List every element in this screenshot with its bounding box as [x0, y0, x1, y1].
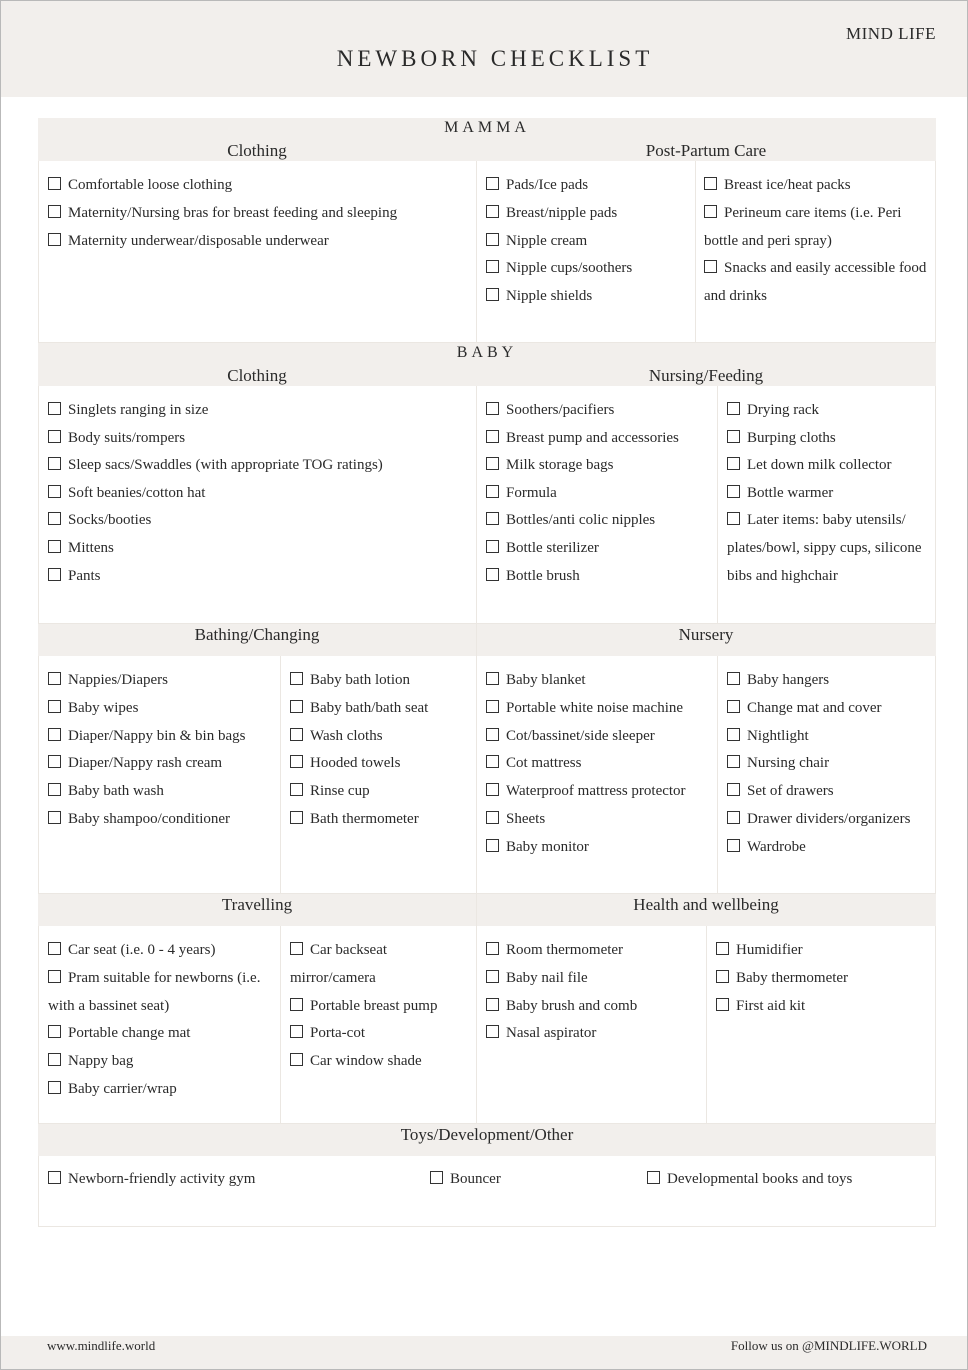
checklist-item[interactable]: [486, 283, 691, 311]
checkbox[interactable]: [486, 512, 499, 525]
checklist-item[interactable]: [727, 750, 933, 778]
checklist-item[interactable]: [486, 563, 714, 591]
checklist-item[interactable]: [486, 480, 714, 508]
checkbox[interactable]: [290, 672, 303, 685]
checklist-item[interactable]: [727, 507, 929, 590]
checkbox[interactable]: [727, 485, 740, 498]
item-label: Car window shade: [310, 1053, 422, 1070]
checkbox[interactable]: [486, 233, 499, 246]
checkbox[interactable]: [48, 568, 61, 581]
item-label: Soothers/pacifiers: [506, 402, 615, 418]
checklist-item[interactable]: [48, 507, 468, 535]
checkbox[interactable]: [48, 755, 61, 768]
item-label: Milk storage bags: [506, 457, 614, 474]
checklist-item[interactable]: [727, 480, 929, 508]
checklist-item[interactable]: [290, 1020, 472, 1048]
nursing-heading: Nursing/Feeding: [648, 366, 764, 385]
nursery-heading: Nursery: [678, 625, 734, 644]
nursing-list-2: [727, 397, 929, 590]
toys-item-2: [430, 1166, 501, 1194]
travelling-list-1: [48, 937, 276, 1104]
baby-clothing-list: [48, 397, 468, 590]
checklist-item[interactable]: [486, 228, 691, 256]
health-list-1: [486, 937, 704, 1048]
item-label: Cot/bassinet/side sleeper: [506, 727, 655, 744]
checkbox[interactable]: [48, 811, 61, 824]
checkbox[interactable]: [48, 457, 61, 470]
item-label: Maternity underwear/disposable underwear: [68, 232, 329, 249]
item-label: Breast ice/heat packs: [724, 177, 851, 193]
item-label: Nipple cups/soothers: [506, 260, 633, 277]
checkbox[interactable]: [48, 783, 61, 796]
checkbox[interactable]: [290, 942, 303, 955]
divider: [476, 386, 477, 624]
checkbox[interactable]: [48, 402, 61, 415]
divider: [476, 894, 477, 1124]
checkbox[interactable]: [48, 485, 61, 498]
checklist-item[interactable]: [486, 993, 704, 1021]
checkbox[interactable]: [727, 811, 740, 824]
toys-heading: Toys/Development/Other: [400, 1125, 574, 1144]
page-footer: [1, 1336, 967, 1369]
checkbox[interactable]: [716, 942, 729, 955]
checklist-item[interactable]: [48, 535, 468, 563]
checklist-item[interactable]: [727, 452, 929, 480]
checklist-item[interactable]: [48, 452, 468, 480]
item-label: Baby brush and comb: [506, 997, 638, 1014]
bathing-heading: Bathing/Changing: [194, 625, 320, 644]
item-label: Drying rack: [747, 402, 820, 418]
item-label: Singlets ranging in size: [68, 402, 209, 418]
checkbox[interactable]: [716, 998, 729, 1011]
item-label: Change mat and cover: [747, 699, 882, 716]
checklist-item[interactable]: [48, 200, 468, 228]
item-label: Mittens: [68, 539, 114, 556]
checkbox[interactable]: [486, 260, 499, 273]
checkbox[interactable]: [486, 700, 499, 713]
checkbox[interactable]: [48, 1171, 61, 1184]
postpartum-list-2: [704, 172, 928, 311]
checkbox[interactable]: [48, 970, 61, 983]
item-label: Portable breast pump: [310, 997, 438, 1014]
nursery-list-1: [486, 667, 714, 862]
item-label: Humidifier: [736, 942, 803, 958]
item-label: Pants: [68, 567, 101, 584]
item-label: Newborn-friendly activity gym: [68, 1171, 256, 1187]
travelling-list-2: [290, 937, 472, 1076]
mamma-clothing-heading: Clothing: [227, 141, 287, 160]
item-label: Baby bath wash: [68, 783, 164, 800]
checkbox[interactable]: [486, 205, 499, 218]
checkbox[interactable]: [48, 942, 61, 955]
item-label: Snacks and easily accessible food and drinks: [704, 260, 927, 305]
baby-heading: BABY: [456, 344, 518, 361]
checklist-item[interactable]: [486, 695, 714, 723]
item-label: Wardrobe: [747, 838, 806, 855]
item-label: Baby bath lotion: [310, 672, 410, 688]
item-label: Soft beanies/cotton hat: [68, 484, 206, 501]
item-label: Hooded towels: [310, 755, 401, 772]
checklist-item[interactable]: [48, 1020, 276, 1048]
checkbox[interactable]: [727, 755, 740, 768]
checkbox[interactable]: [486, 839, 499, 852]
checkbox[interactable]: [486, 177, 499, 190]
checkbox[interactable]: [704, 260, 717, 273]
checklist-item[interactable]: [486, 965, 704, 993]
checklist-item[interactable]: [48, 228, 468, 256]
nursing-list-1: [486, 397, 714, 590]
checklist-item[interactable]: [486, 750, 714, 778]
item-label: Baby shampoo/conditioner: [68, 810, 231, 827]
item-label: Baby thermometer: [736, 969, 849, 986]
item-label: Bouncer: [450, 1171, 501, 1187]
item-label: Rinse cup: [310, 783, 370, 800]
checklist-item[interactable]: [290, 937, 472, 993]
checklist-item[interactable]: [290, 993, 472, 1021]
item-label: Bottle brush: [506, 567, 580, 584]
checklist-item[interactable]: [48, 172, 468, 200]
checkbox[interactable]: [704, 205, 717, 218]
checkbox[interactable]: [727, 430, 740, 443]
health-heading: Health and wellbeing: [633, 895, 779, 914]
checkbox[interactable]: [486, 755, 499, 768]
checklist-item[interactable]: [48, 397, 468, 425]
website-link[interactable]: www.mindlife.world: [47, 1338, 156, 1353]
checklist-item[interactable]: [48, 1076, 276, 1104]
checklist-item[interactable]: [486, 723, 714, 751]
checkbox[interactable]: [727, 783, 740, 796]
checkbox[interactable]: [290, 1053, 303, 1066]
checklist-item[interactable]: [727, 723, 933, 751]
postpartum-heading: Post-Partum Care: [645, 141, 767, 160]
item-label: Bottles/anti colic nipples: [506, 512, 656, 529]
checklist-item[interactable]: [727, 397, 929, 425]
item-label: Baby hangers: [747, 672, 830, 688]
item-label: Porta-cot: [310, 1025, 365, 1042]
checklist-item[interactable]: [727, 778, 933, 806]
checklist-item[interactable]: [290, 1048, 472, 1076]
checklist-item[interactable]: [290, 695, 474, 723]
item-label: Diaper/Nappy bin & bin bags: [68, 727, 246, 744]
checklist-item[interactable]: [486, 667, 714, 695]
checkbox[interactable]: [290, 1025, 303, 1038]
checklist-item[interactable]: [290, 723, 474, 751]
item-label: Car seat (i.e. 0 - 4 years): [68, 942, 216, 958]
checkbox[interactable]: [48, 540, 61, 553]
checklist-item[interactable]: [727, 425, 929, 453]
checklist-item[interactable]: [704, 172, 928, 200]
checkbox[interactable]: [486, 942, 499, 955]
checkbox[interactable]: [486, 457, 499, 470]
checklist-item[interactable]: [290, 750, 474, 778]
checkbox[interactable]: [727, 728, 740, 741]
checklist-item[interactable]: [727, 806, 933, 834]
item-label: Nappies/Diapers: [68, 672, 168, 688]
item-label: Nipple shields: [506, 288, 593, 305]
bathing-list-2: [290, 667, 474, 834]
checkbox[interactable]: [486, 430, 499, 443]
item-label: Later items: baby utensils/ plates/bowl, sippy cups, silicone bibs and highchair: [727, 512, 922, 584]
item-label: Set of drawers: [747, 783, 834, 800]
checklist-item[interactable]: [716, 937, 930, 965]
brand-logo: MIND LIFE: [846, 24, 936, 43]
checklist-item[interactable]: [486, 535, 714, 563]
checkbox[interactable]: [727, 839, 740, 852]
item-label: First aid kit: [736, 997, 806, 1014]
checkbox[interactable]: [486, 970, 499, 983]
item-label: Portable white noise machine: [506, 699, 684, 716]
checkbox[interactable]: [48, 205, 61, 218]
checkbox[interactable]: [486, 485, 499, 498]
checklist-item[interactable]: [48, 563, 468, 591]
checklist-item[interactable]: [727, 695, 933, 723]
divider: [476, 161, 477, 343]
item-label: Baby monitor: [506, 838, 589, 855]
item-label: Let down milk collector: [747, 457, 892, 474]
checklist-item[interactable]: [290, 778, 474, 806]
item-label: Comfortable loose clothing: [68, 177, 233, 193]
item-label: Portable change mat: [68, 1025, 191, 1042]
item-label: Baby nail file: [506, 969, 588, 986]
item-label: Diaper/Nappy rash cream: [68, 755, 223, 772]
item-label: Formula: [506, 484, 557, 501]
item-label: Perineum care items (i.e. Peri bottle and peri spray): [704, 204, 902, 249]
checklist-item[interactable]: [486, 255, 691, 283]
mamma-clothing-list: [48, 172, 468, 255]
page-title: NEWBORN CHECKLIST: [336, 46, 654, 71]
checkbox[interactable]: [486, 540, 499, 553]
checkbox[interactable]: [486, 288, 499, 301]
item-label: Baby wipes: [68, 699, 139, 716]
item-label: Waterproof mattress protector: [506, 783, 686, 800]
item-label: Car backseat mirror/camera: [290, 942, 388, 986]
checklist-item[interactable]: [48, 667, 278, 695]
checklist-item[interactable]: [486, 1020, 704, 1048]
postpartum-list-1: [486, 172, 691, 311]
item-label: Burping cloths: [747, 429, 836, 446]
checkbox[interactable]: [727, 512, 740, 525]
item-label: Maternity/Nursing bras for breast feeding and sleeping: [68, 204, 398, 221]
item-label: Baby carrier/wrap: [68, 1080, 177, 1097]
checklist-item[interactable]: [727, 834, 933, 862]
bathing-list-1: [48, 667, 278, 834]
checkbox[interactable]: [486, 998, 499, 1011]
toys-item-1: [48, 1166, 255, 1194]
checklist-item[interactable]: [48, 480, 468, 508]
checkbox[interactable]: [48, 1081, 61, 1094]
checkbox[interactable]: [486, 1025, 499, 1038]
checklist-item[interactable]: [48, 750, 278, 778]
item-label: Body suits/rompers: [68, 429, 186, 446]
item-label: Pram suitable for newborns (i.e. with a bassinet seat): [48, 969, 261, 1014]
item-label: Breast pump and accessories: [506, 429, 679, 446]
checkbox[interactable]: [48, 672, 61, 685]
checklist-item[interactable]: [486, 834, 714, 862]
checkbox[interactable]: [48, 512, 61, 525]
checkbox[interactable]: [486, 672, 499, 685]
baby-clothing-heading: Clothing: [227, 366, 287, 385]
checkbox[interactable]: [486, 783, 499, 796]
checkbox[interactable]: [48, 728, 61, 741]
checkbox[interactable]: [486, 811, 499, 824]
checklist-item[interactable]: [290, 806, 474, 834]
item-label: Nipple cream: [506, 232, 588, 249]
checklist-item[interactable]: [704, 200, 928, 256]
checkbox[interactable]: [48, 1025, 61, 1038]
checklist-item[interactable]: [48, 723, 278, 751]
checklist-item[interactable]: [486, 200, 691, 228]
item-label: Nasal aspirator: [506, 1025, 597, 1042]
checklist-item[interactable]: [716, 965, 930, 993]
checklist-item[interactable]: [48, 965, 276, 1021]
checklist-item[interactable]: [48, 806, 278, 834]
item-label: Bath thermometer: [310, 810, 419, 827]
item-label: Sheets: [506, 810, 546, 827]
checkbox[interactable]: [486, 402, 499, 415]
mamma-heading: MAMMA: [444, 119, 530, 136]
item-label: Bottle warmer: [747, 484, 834, 501]
divider: [717, 656, 718, 894]
health-list-2: [716, 937, 930, 1020]
item-label: Developmental books and toys: [667, 1171, 853, 1187]
divider: [280, 656, 281, 894]
checkbox[interactable]: [727, 402, 740, 415]
checklist-item[interactable]: [727, 667, 933, 695]
item-label: Nightlight: [747, 727, 809, 744]
checklist-item[interactable]: [486, 397, 714, 425]
checklist-item[interactable]: [48, 937, 276, 965]
checkbox[interactable]: [647, 1171, 660, 1184]
checkbox[interactable]: [48, 430, 61, 443]
checklist-item[interactable]: [48, 1048, 276, 1076]
checkbox[interactable]: [290, 783, 303, 796]
checkbox[interactable]: [486, 568, 499, 581]
item-label: Pads/Ice pads: [506, 177, 589, 193]
item-label: Nappy bag: [68, 1053, 134, 1070]
checklist-item[interactable]: [48, 425, 468, 453]
page-header: [1, 1, 967, 97]
item-label: Wash cloths: [310, 727, 383, 744]
checkbox[interactable]: [290, 700, 303, 713]
item-label: Cot mattress: [506, 755, 582, 772]
checkbox[interactable]: [430, 1171, 443, 1184]
divider: [476, 624, 477, 894]
checkbox[interactable]: [290, 998, 303, 1011]
item-label: Socks/booties: [68, 512, 152, 529]
checklist-item[interactable]: [48, 778, 278, 806]
divider: [695, 161, 696, 343]
checkbox[interactable]: [48, 700, 61, 713]
checklist-item[interactable]: [486, 806, 714, 834]
item-label: Nursing chair: [747, 755, 830, 772]
divider: [717, 386, 718, 624]
item-label: Bottle sterilizer: [506, 539, 599, 556]
social-handle[interactable]: Follow us on @MINDLIFE.WORLD: [730, 1338, 927, 1353]
divider: [280, 926, 281, 1124]
checkbox[interactable]: [716, 970, 729, 983]
checkbox[interactable]: [290, 728, 303, 741]
checkbox[interactable]: [727, 457, 740, 470]
item-label: Breast/nipple pads: [506, 204, 618, 221]
checklist-item[interactable]: [486, 507, 714, 535]
nursery-list-2: [727, 667, 933, 862]
checkbox[interactable]: [48, 177, 61, 190]
checklist-item[interactable]: [486, 452, 714, 480]
toys-item-3: [647, 1166, 852, 1194]
checkbox[interactable]: [290, 755, 303, 768]
checklist-item[interactable]: [486, 172, 691, 200]
item-label: Baby blanket: [506, 672, 586, 688]
checkbox[interactable]: [48, 233, 61, 246]
checklist-item[interactable]: [716, 993, 930, 1021]
checkbox[interactable]: [290, 811, 303, 824]
checklist-item[interactable]: [290, 667, 474, 695]
item-label: Room thermometer: [506, 942, 624, 958]
checkbox[interactable]: [486, 728, 499, 741]
travelling-heading: Travelling: [221, 895, 293, 914]
checklist-item[interactable]: [486, 937, 704, 965]
checklist-item[interactable]: [486, 778, 714, 806]
checklist-item[interactable]: [704, 255, 928, 311]
item-label: Drawer dividers/organizers: [747, 810, 911, 827]
item-label: Sleep sacs/Swaddles (with appropriate TOG ratings): [68, 457, 383, 474]
checklist-item[interactable]: [486, 425, 714, 453]
checkbox[interactable]: [727, 672, 740, 685]
item-label: Baby bath/bath seat: [310, 699, 429, 716]
checkbox[interactable]: [48, 1053, 61, 1066]
checkbox[interactable]: [727, 700, 740, 713]
divider: [706, 926, 707, 1124]
checklist-item[interactable]: [48, 695, 278, 723]
checkbox[interactable]: [704, 177, 717, 190]
